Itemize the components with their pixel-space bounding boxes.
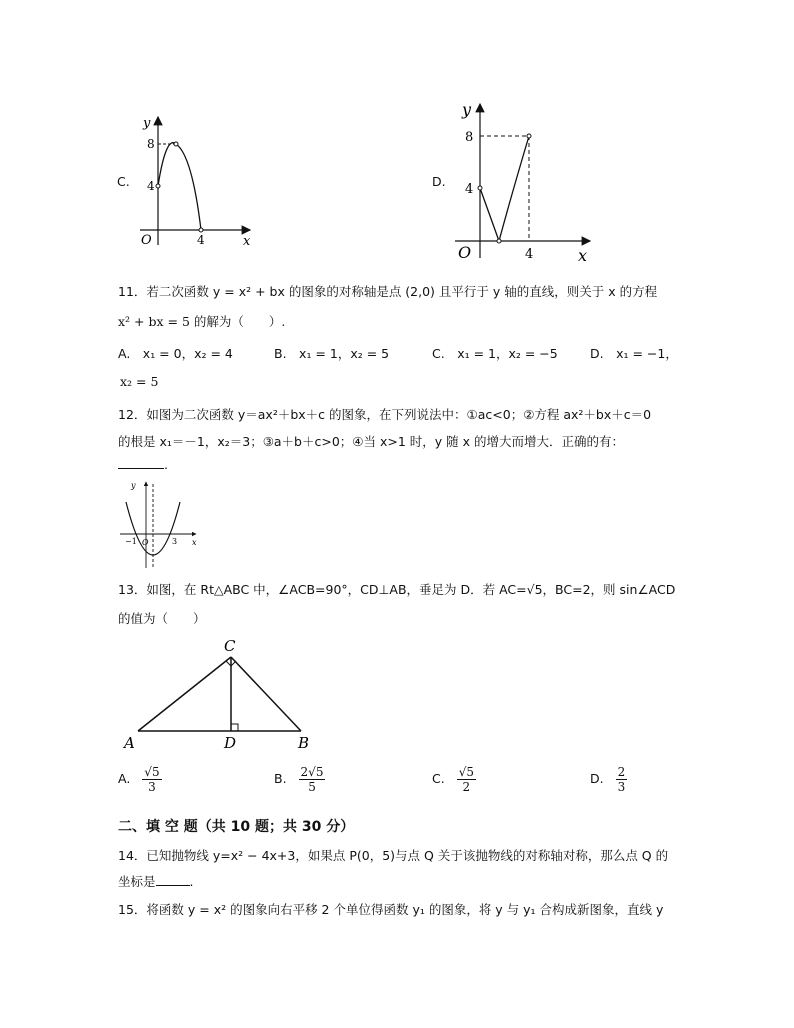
q11-stem-line2: x² + bx = 5 的解为（ ）. <box>118 314 286 329</box>
q11-option-c: C. x₁ = 1，x₂ = −5 <box>432 346 558 361</box>
vertex-point <box>174 142 178 146</box>
q14-answer-blank[interactable] <box>156 873 190 886</box>
option-c-label: C. <box>117 174 130 189</box>
q14-line1: 14．已知抛物线 y=x² − 4x+3，如果点 P(0，5)与点 Q 关于该抛物线的对称轴对称，那么点 Q 的 <box>118 848 669 863</box>
q15-line1: 15．将函数 y = x² 的图象向右平移 2 个单位得函数 y₁ 的图象，将 y 与 y₁ 合构成新图象，直线 y <box>118 902 664 917</box>
y-axis-label: y <box>131 481 136 490</box>
q13-line1: 13．如图，在 Rt△ABC 中，∠ACB=90°，CD⊥AB，垂足为 D．若 AC=√5，BC=2，则 sin∠ACD <box>118 582 676 597</box>
graph-c <box>130 105 260 250</box>
graph-d <box>450 98 600 266</box>
q13-option-d <box>590 765 627 794</box>
left-root-label: −1 <box>125 537 137 546</box>
q13-option-b-prefix: B. <box>274 771 287 786</box>
y-axis-label: y <box>462 100 472 119</box>
x-intercept-point <box>199 228 203 232</box>
origin-label: O <box>142 538 149 547</box>
side-ac <box>138 657 231 731</box>
y-tick-8: 8 <box>465 130 474 145</box>
y-tick-4: 4 <box>465 182 474 197</box>
x-axis-label: x <box>578 246 588 265</box>
x-axis-label: x <box>243 234 251 249</box>
q13-triangle-figure <box>118 632 328 754</box>
q12-line2: 的根是 x₁＝－1，x₂＝3；③a＋b＋c>0；④当 x>1 时，y 随 x 的增大而增大．正确的有： <box>118 434 624 449</box>
q11-option-d-cont: x₂ = 5 <box>120 374 159 389</box>
q13-option-c <box>432 765 476 794</box>
q12-line1: 12．如图为二次函数 y＝ax²＋bx＋c 的图象，在下列说法中：①ac<0；②方程 ax²＋bx＋c＝0 <box>118 407 652 422</box>
q14-line2-suffix: . <box>189 874 194 889</box>
vertex-d-label: D <box>224 734 237 752</box>
y-intercept-point <box>478 186 482 190</box>
q13-option-a-denominator: 3 <box>148 780 156 794</box>
parabola-curve <box>158 143 201 230</box>
right-root-label: 3 <box>172 537 178 546</box>
q11-option-b: B. x₁ = 1，x₂ = 5 <box>274 346 390 361</box>
right-angle-mark-d <box>231 724 238 731</box>
q13-option-b <box>274 765 325 794</box>
y-axis-label: y <box>143 116 151 131</box>
q13-option-d-denominator: 3 <box>617 780 626 794</box>
q12-answer-blank[interactable] <box>118 456 164 469</box>
vertex-c-label: C <box>224 637 236 655</box>
x-axis-label: x <box>192 538 197 547</box>
q13-option-a-prefix: A. <box>118 771 131 786</box>
q13-option-c-denominator: 2 <box>462 780 471 794</box>
q13-option-b-denominator: 5 <box>308 780 316 794</box>
q13-option-a <box>118 765 162 794</box>
end-point <box>527 134 531 138</box>
q11-option-a: A. x₁ = 0，x₂ = 4 <box>118 346 233 361</box>
vertex-b-label: B <box>298 734 310 752</box>
vertex-point <box>497 239 501 243</box>
q13-option-d-prefix: D. <box>590 771 604 786</box>
q13-option-a-numerator: √5 <box>144 765 160 779</box>
q14-line2-prefix: 坐标是 <box>118 874 156 889</box>
q12-parabola-graph <box>116 478 202 570</box>
x-tick-4: 4 <box>525 247 534 262</box>
curve-right-branch <box>499 136 529 241</box>
curve-left-branch <box>480 188 499 241</box>
y-tick-8: 8 <box>147 137 155 151</box>
q13-option-d-numerator: 2 <box>617 765 626 779</box>
section-heading: 二、填 空 题（共 10 题；共 30 分） <box>118 819 355 835</box>
q13-option-c-numerator: √5 <box>458 765 474 779</box>
q13-option-c-prefix: C. <box>432 771 445 786</box>
q13-line2: 的值为（ ） <box>118 611 206 626</box>
side-bc <box>231 657 301 731</box>
x-tick-4: 4 <box>197 233 205 247</box>
option-d-label: D. <box>432 174 446 189</box>
q14-line2 <box>118 872 194 890</box>
origin-label: O <box>141 233 152 248</box>
q12-answer-period: . <box>164 457 168 472</box>
q11-stem-line1: 11．若二次函数 y = x² + bx 的图象的对称轴是点 (2,0) 且平行于 y 轴的直线，则关于 x 的方程 <box>118 284 658 299</box>
q12-answer-line <box>118 456 168 472</box>
q11-option-d: D. x₁ = −1， <box>590 346 678 361</box>
vertex-a-label: A <box>124 734 135 752</box>
q13-option-b-numerator: 2√5 <box>300 765 324 779</box>
origin-label: O <box>458 243 472 262</box>
y-tick-4: 4 <box>147 179 155 193</box>
y-intercept-point <box>156 184 160 188</box>
